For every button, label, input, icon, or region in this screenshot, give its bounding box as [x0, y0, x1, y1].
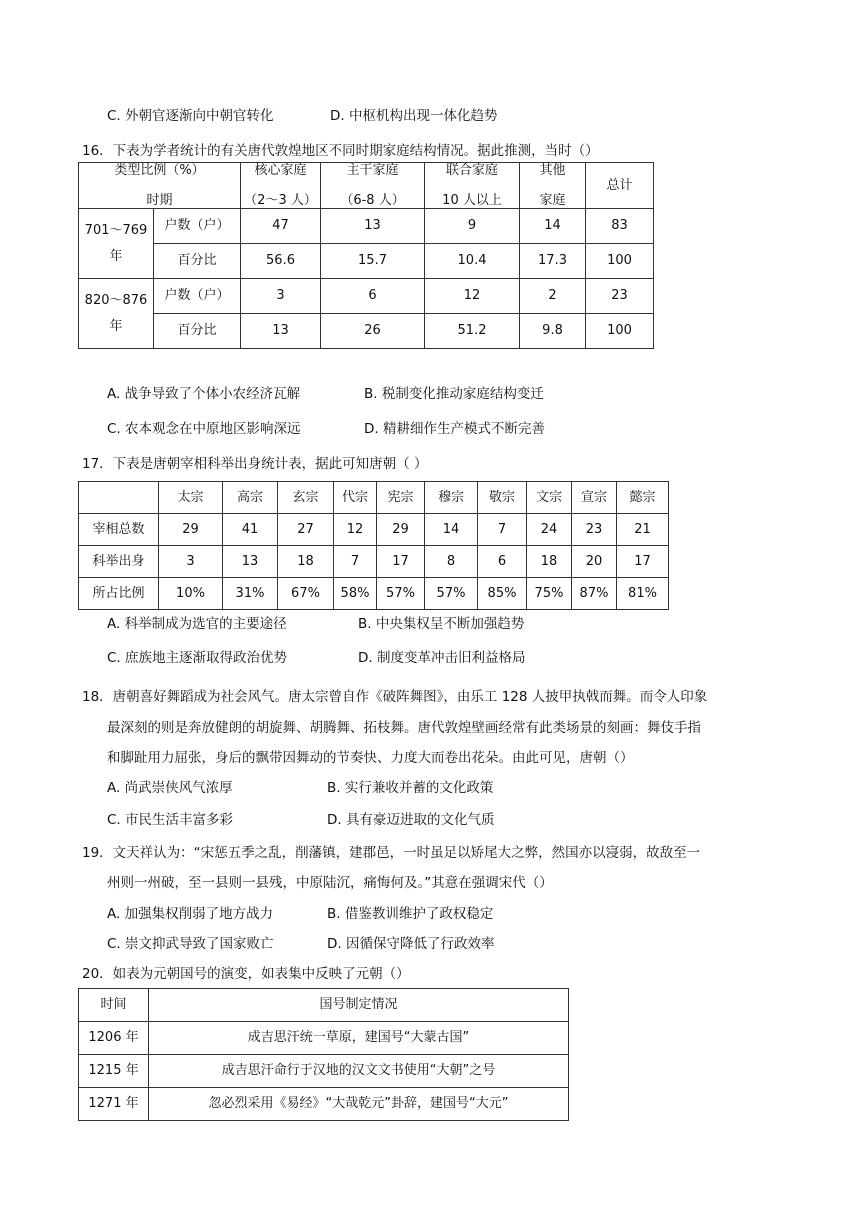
q17-row-label: 所占比例 — [79, 578, 159, 610]
q16-cell: 26 — [321, 314, 425, 349]
q18-option-a: A. 尚武崇侠风气浓厚 — [107, 780, 233, 796]
q17-cell: 18 — [527, 546, 572, 578]
q16-period-2: 820～876 年 — [79, 279, 154, 349]
q16-cell: 83 — [586, 209, 654, 244]
q17-row-label: 科举出身 — [79, 546, 159, 578]
q17-cell: 7 — [478, 514, 527, 546]
q16-cell: 14 — [520, 209, 586, 244]
q20-content-cell: 成吉思汗命行于汉地的汉文文书使用“大朝”之号 — [149, 1055, 569, 1088]
q16-cell: 3 — [241, 279, 321, 314]
q17-cell: 75% — [527, 578, 572, 610]
q17-cell: 12 — [334, 514, 377, 546]
q17-emperor: 穆宗 — [425, 482, 478, 514]
q16-cell: 12 — [425, 279, 520, 314]
q17-cell: 29 — [377, 514, 425, 546]
q17-cell: 8 — [425, 546, 478, 578]
q18-option-b: B. 实行兼收并蓄的文化政策 — [327, 780, 494, 796]
q18-stem-line-3: 和脚趾用力屈张，身后的飘带因舞动的节奏快、力度大而卷出花朵。由此可见，唐朝（） — [107, 750, 634, 766]
q16-cell: 51.2 — [425, 314, 520, 349]
q16-option-b: B. 税制变化推动家庭结构变迁 — [364, 386, 544, 402]
q17-cell: 67% — [278, 578, 334, 610]
q16-stem: 16．下表为学者统计的有关唐代敦煌地区不同时期家庭结构情况。据此推测，当时（） — [82, 143, 599, 159]
q16-header-core-l2: （2～3 人） — [244, 192, 317, 208]
q16-header-main — [321, 163, 425, 209]
q17-emperor: 太宗 — [159, 482, 223, 514]
q16-family-table — [78, 162, 654, 349]
q18-stem-line-1: 18．唐朝喜好舞蹈成为社会风气。唐太宗曾自作《破阵舞图》，由乐工 128 人披甲执戟而舞。而令人印象 — [82, 689, 708, 705]
q17-header-blank — [79, 482, 159, 514]
q16-row-label: 百分比 — [154, 244, 241, 279]
q16-header-joint-l2: 10 人以上 — [442, 192, 502, 208]
q17-cell: 87% — [572, 578, 617, 610]
q17-cell: 57% — [425, 578, 478, 610]
q17-cell: 13 — [223, 546, 278, 578]
q17-cell: 24 — [527, 514, 572, 546]
q16-period-1: 701～769 年 — [79, 209, 154, 279]
q20-time-cell: 1206 年 — [79, 1022, 149, 1055]
q16-cell: 100 — [586, 314, 654, 349]
q20-dynasty-name-table — [78, 988, 569, 1121]
q17-cell: 57% — [377, 578, 425, 610]
q15-option-c: C. 外朝官逐渐向中朝官转化 — [107, 108, 274, 124]
q16-header-period-label: 时期 — [146, 192, 173, 208]
q16-cell: 23 — [586, 279, 654, 314]
q18-stem-line-2: 最深刻的则是奔放健朗的胡旋舞、胡腾舞、拓枝舞。唐代敦煌壁画经常有此类场景的刻画：舞伎手指 — [107, 720, 701, 736]
q16-header-total: 总计 — [586, 163, 654, 209]
q17-emperor: 玄宗 — [278, 482, 334, 514]
q17-cell: 29 — [159, 514, 223, 546]
q20-header-time: 时间 — [79, 989, 149, 1022]
q17-cell: 17 — [377, 546, 425, 578]
q17-cell: 10% — [159, 578, 223, 610]
q17-cell: 58% — [334, 578, 377, 610]
q16-cell: 13 — [321, 209, 425, 244]
q17-emperor: 敬宗 — [478, 482, 527, 514]
q16-header-joint-l1: 联合家庭 — [446, 163, 499, 178]
q20-time-cell: 1215 年 — [79, 1055, 149, 1088]
q17-cell: 17 — [617, 546, 669, 578]
q17-emperor: 代宗 — [334, 482, 377, 514]
q17-cell: 14 — [425, 514, 478, 546]
q16-cell: 100 — [586, 244, 654, 279]
q16-header-main-l2: （6-8 人） — [340, 192, 405, 208]
q17-cell: 81% — [617, 578, 669, 610]
q18-option-c: C. 市民生活丰富多彩 — [107, 812, 234, 828]
q16-cell: 2 — [520, 279, 586, 314]
q16-option-c: C. 农本观念在中原地区影响深远 — [107, 421, 301, 437]
q17-cell: 3 — [159, 546, 223, 578]
q19-option-b: B. 借鉴教训维护了政权稳定 — [327, 906, 494, 922]
q17-cell: 7 — [334, 546, 377, 578]
q16-row-label: 百分比 — [154, 314, 241, 349]
q16-cell: 9.8 — [520, 314, 586, 349]
q17-emperor: 懿宗 — [617, 482, 669, 514]
q15-option-d: D. 中枢机构出现一体化趋势 — [330, 108, 498, 124]
q17-cell: 85% — [478, 578, 527, 610]
q16-option-d: D. 精耕细作生产模式不断完善 — [364, 421, 545, 437]
q17-chancellor-table — [78, 481, 669, 610]
q17-cell: 21 — [617, 514, 669, 546]
q17-cell: 23 — [572, 514, 617, 546]
q17-option-b: B. 中央集权呈不断加强趋势 — [358, 616, 525, 632]
q17-cell: 20 — [572, 546, 617, 578]
q17-option-c: C. 庶族地主逐渐取得政治优势 — [107, 650, 288, 666]
q20-content-cell: 忽必烈采用《易经》“大哉乾元”卦辞，建国号“大元” — [149, 1088, 569, 1121]
q16-row-label: 户数（户） — [154, 209, 241, 244]
q16-header-type — [79, 163, 241, 209]
q17-cell: 41 — [223, 514, 278, 546]
q16-row-label: 户数（户） — [154, 279, 241, 314]
q17-emperor: 高宗 — [223, 482, 278, 514]
q20-header-content: 国号制定情况 — [149, 989, 569, 1022]
q16-cell: 9 — [425, 209, 520, 244]
q20-time-cell: 1271 年 — [79, 1088, 149, 1121]
q17-option-d: D. 制度变革冲击旧利益格局 — [358, 650, 526, 666]
q16-header-core-l1: 核心家庭 — [254, 163, 307, 178]
q19-option-c: C. 崇文抑武导致了国家败亡 — [107, 936, 274, 952]
q17-row-label: 宰相总数 — [79, 514, 159, 546]
q17-cell: 18 — [278, 546, 334, 578]
q16-header-other-l2: 家庭 — [539, 192, 566, 208]
q16-header-main-l1: 主干家庭 — [346, 163, 399, 178]
q17-cell: 31% — [223, 578, 278, 610]
q16-cell: 17.3 — [520, 244, 586, 279]
q16-header-other-l1: 其他 — [539, 163, 566, 178]
q19-stem-line-2: 州则一州破，至一县则一县残，中原陆沉，痛悔何及。”其意在强调宋代（） — [107, 875, 553, 891]
q16-cell: 6 — [321, 279, 425, 314]
q17-stem: 17．下表是唐朝宰相科举出身统计表，据此可知唐朝（ ） — [82, 456, 428, 472]
q16-header-joint — [425, 163, 520, 209]
q16-header-core — [241, 163, 321, 209]
q16-cell: 13 — [241, 314, 321, 349]
q17-cell: 27 — [278, 514, 334, 546]
q20-stem: 20．如表为元朝国号的演变，如表集中反映了元朝（） — [82, 966, 410, 982]
q16-header-other — [520, 163, 586, 209]
q16-option-a: A. 战争导致了个体小农经济瓦解 — [107, 386, 301, 402]
q19-stem-line-1: 19．文天祥认为：“宋惩五季之乱，削藩镇，建郡邑，一时虽足以矫尾大之弊，然国亦以寖弱，故敌至一 — [82, 845, 701, 861]
q20-content-cell: 成吉思汗统一草原，建国号“大蒙古国” — [149, 1022, 569, 1055]
q19-option-d: D. 因循保守降低了行政效率 — [327, 936, 495, 952]
q16-cell: 47 — [241, 209, 321, 244]
q17-option-a: A. 科举制成为选官的主要途径 — [107, 616, 287, 632]
q17-emperor: 文宗 — [527, 482, 572, 514]
q17-emperor: 宣宗 — [572, 482, 617, 514]
q16-header-type-label: 类型比例（%） — [114, 163, 205, 178]
q16-cell: 15.7 — [321, 244, 425, 279]
q16-cell: 56.6 — [241, 244, 321, 279]
q19-option-a: A. 加强集权削弱了地方战力 — [107, 906, 274, 922]
q17-emperor: 宪宗 — [377, 482, 425, 514]
q17-cell: 6 — [478, 546, 527, 578]
q16-cell: 10.4 — [425, 244, 520, 279]
q18-option-d: D. 具有豪迈进取的文化气质 — [327, 812, 495, 828]
